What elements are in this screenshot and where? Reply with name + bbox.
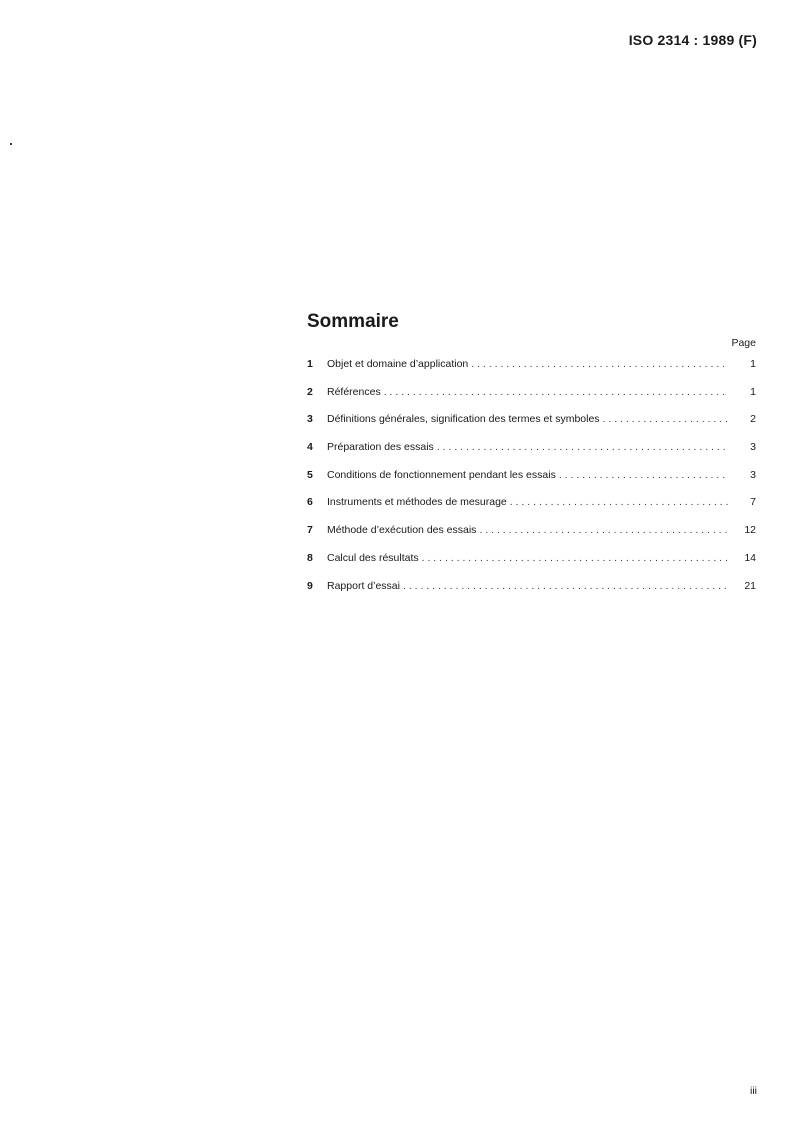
dot-leader [422, 552, 728, 564]
dot-leader [559, 469, 728, 481]
toc-entry[interactable] [307, 358, 756, 386]
toc-entry-page: 14 [744, 551, 756, 564]
toc-entry[interactable] [307, 413, 756, 441]
toc-entry-label[interactable]: Rapport d’essai [327, 579, 400, 592]
toc-entry-label[interactable]: Préparation des essais [327, 441, 434, 454]
document-reference: ISO 2314 : 1989 (F) [628, 32, 757, 48]
toc-entry[interactable] [307, 580, 756, 608]
dot-leader [437, 441, 728, 453]
dot-leader [479, 524, 728, 536]
toc-entry[interactable] [307, 469, 756, 497]
toc-entry-label[interactable]: Calcul des résultats [327, 551, 419, 564]
toc-entry[interactable] [307, 386, 756, 414]
toc-entry-page: 3 [750, 468, 756, 481]
toc-entry-number: 5 [307, 468, 313, 481]
toc-entry-page: 7 [750, 496, 756, 509]
dot-leader [510, 496, 728, 508]
toc-entry-number: 8 [307, 551, 313, 564]
toc-entry-number: 1 [307, 358, 313, 370]
toc-entry-number: 2 [307, 385, 313, 398]
toc-entry-page: 21 [744, 579, 756, 592]
dot-leader [471, 358, 728, 370]
dot-leader [403, 580, 728, 592]
toc-title: Sommaire [307, 311, 399, 332]
toc-entry-number: 9 [307, 579, 313, 592]
toc-entry-page: 1 [750, 385, 756, 398]
toc-entry-label[interactable]: Conditions de fonctionnement pendant les essais [327, 468, 556, 481]
dot-leader [384, 386, 728, 398]
toc-entry-number: 7 [307, 524, 313, 537]
toc-entry-page: 3 [750, 441, 756, 454]
toc-entry[interactable] [307, 552, 756, 580]
toc-entry-label[interactable]: Références [327, 385, 381, 398]
toc-entry[interactable] [307, 441, 756, 469]
toc-entry-label[interactable]: Méthode d’exécution des essais [327, 524, 477, 537]
toc-entry-number: 6 [307, 496, 313, 509]
toc-entry-number: 3 [307, 413, 313, 426]
table-of-contents [307, 358, 756, 607]
toc-entry[interactable] [307, 524, 756, 552]
toc-entry-page: 12 [744, 524, 756, 537]
toc-entry-page: 1 [750, 358, 756, 370]
page-column-label: Page [731, 337, 756, 349]
toc-entry-label[interactable]: Définitions générales, signification des termes et symboles [327, 413, 600, 426]
page-number: iii [750, 1085, 757, 1097]
dot-leader [603, 413, 728, 425]
toc-entry-label[interactable]: Instruments et méthodes de mesurage [327, 496, 507, 509]
scan-speck [10, 143, 12, 145]
toc-entry-number: 4 [307, 441, 313, 454]
toc-entry-page: 2 [750, 413, 756, 426]
toc-entry[interactable] [307, 496, 756, 524]
toc-entry-label[interactable]: Objet et domaine d’application [327, 358, 469, 370]
